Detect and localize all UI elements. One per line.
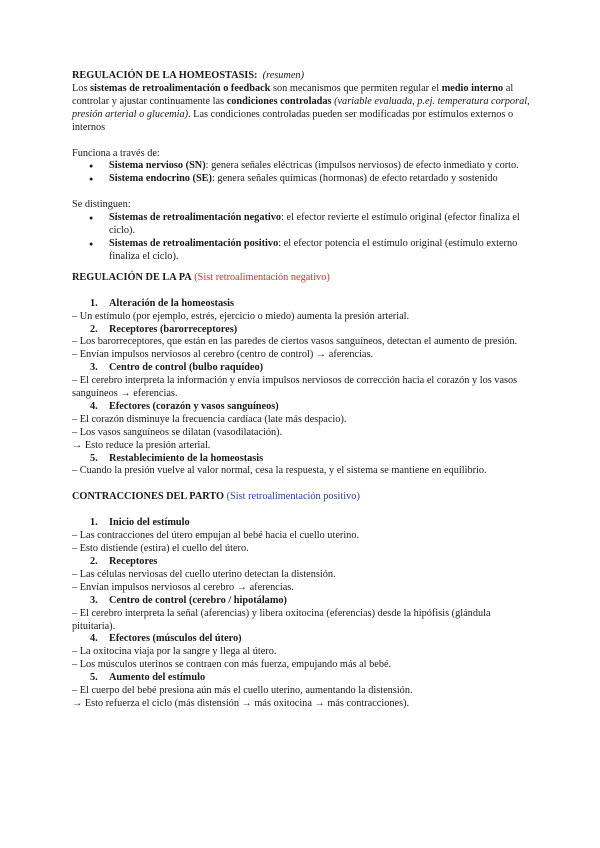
list-item-text: : genera señales eléctricas (impulsos nerviosos) de efecto inmediato y corto.: [205, 160, 519, 172]
parto-step-title: [72, 595, 532, 608]
distinguen-label: Se distinguen:: [72, 199, 131, 211]
step-number: 3.: [90, 594, 98, 606]
step-line: – Cuando la presión vuelve al valor normal, cesa la respuesta, y el sistema se mantiene en equilibrio.: [72, 465, 487, 477]
step-title: Centro de control (bulbo raquídeo): [109, 362, 264, 374]
funciona-label: Funciona a través de:: [72, 147, 160, 159]
homeostasis-title: REGULACIÓN DE LA HOMEOSTASIS:: [72, 70, 258, 81]
step-title: Centro de control (cerebro / hipotálamo): [109, 594, 287, 606]
step-title: Alteración de la homeostasis: [109, 297, 234, 309]
list-item: [72, 212, 532, 238]
step-title: Restablecimiento de la homeostasis: [109, 452, 264, 464]
pa-step-title: [72, 401, 532, 414]
step-number: 2.: [90, 323, 98, 335]
step-line: – Los músculos uterinos se contraen con más fuerza, empujando más al bebé.: [72, 659, 392, 671]
step-number: 4.: [90, 400, 98, 412]
step-number: 5.: [90, 672, 98, 684]
step-line: – Los barorreceptores, que están en las paredes de ciertos vasos sanguíneos, detectan el aumento de presión.: [72, 336, 518, 348]
step-line: → Esto refuerza el ciclo (más distensión → más oxitocina → más contracciones).: [72, 697, 410, 709]
step-title: Aumento del estímulo: [109, 672, 206, 684]
step-line: – El cerebro interpreta la información y envía impulsos nerviosos de corrección hacia el corazón y los vasos sanguíneos → eferencias.: [72, 375, 518, 400]
list-item: [72, 173, 532, 186]
step-number: 1.: [90, 517, 98, 529]
intro-text: al controlar y ajustar continuamente las: [72, 82, 514, 107]
intro-text: . Las condiciones controladas pueden ser modificadas por estímulos externos o internos: [72, 108, 514, 133]
list-item-text: : el efector revierte el estímulo original (efector finaliza el ciclo).: [109, 212, 520, 237]
step-number: 1.: [90, 297, 98, 309]
step-line: – El corazón disminuye la frecuencia cardíaca (late más despacio).: [72, 413, 347, 425]
step-title: Receptores: [109, 556, 158, 567]
list-item-text: : genera señales químicas (hormonas) de efecto retardado y sostenido: [211, 173, 498, 185]
step-line: – Esto distiende (estira) el cuello del útero.: [72, 543, 249, 555]
list-item: [72, 238, 532, 264]
homeostasis-intro: [72, 83, 532, 135]
step-title: Efectores (corazón y vasos sanguíneos): [109, 400, 279, 412]
pa-title: REGULACIÓN DE LA PA: [72, 271, 192, 283]
intro-text: son mecanismos que permiten regular el: [270, 82, 442, 94]
funciona-list: [72, 160, 532, 186]
step-title: Inicio del estímulo: [109, 517, 190, 529]
step-line: – El cerebro interpreta la señal (aferencias) y libera oxitocina (eferencias) desde la hipófisis (glándula pituitaria).: [72, 607, 491, 632]
step-line: – Las contracciones del útero empujan al bebé hacia el cuello uterino.: [72, 530, 360, 542]
step-number: 5.: [90, 452, 98, 464]
pa-step-title: [72, 324, 532, 337]
step-line: – El cuerpo del bebé presiona aún más el cuello uterino, aumentando la distensión.: [72, 685, 413, 697]
homeostasis-heading: [72, 70, 532, 83]
step-number: 3.: [90, 362, 98, 374]
intro-text: Los: [72, 82, 91, 94]
step-title: Efectores (músculos del útero): [109, 633, 242, 645]
list-item: [72, 160, 532, 173]
pa-step-title: [72, 453, 532, 466]
intro-bold: condiciones controladas: [226, 95, 332, 107]
step-number: 2.: [90, 556, 98, 567]
parto-title: CONTRACCIONES DEL PARTO: [72, 491, 225, 503]
parto-step-title: [72, 633, 532, 646]
document-page: [72, 70, 532, 711]
pa-step-title: [72, 362, 532, 375]
homeostasis-title-note: (resumen): [262, 70, 305, 81]
step-line: – Envían impulsos nerviosos al cerebro (centro de control) → aferencias.: [72, 349, 374, 361]
step-line: – Envían impulsos nerviosos al cerebro → aferencias.: [72, 581, 294, 593]
step-line: – La oxitocina viaja por la sangre y llega al útero.: [72, 646, 277, 658]
parto-subtitle: (Sist retroalimentación positivo): [226, 491, 360, 503]
step-number: 4.: [90, 633, 98, 645]
step-line: – Los vasos sanguíneos se dilatan (vasodilatación).: [72, 426, 283, 438]
parto-step-title: [72, 556, 532, 569]
intro-bold: medio interno: [441, 82, 504, 94]
list-item-text: : el efector potencia el estímulo original (estímulo externo finaliza el ciclo).: [109, 237, 518, 262]
intro-bold: sistemas de retroalimentación o feedback: [90, 82, 271, 94]
pa-heading: [72, 272, 532, 285]
parto-step-title: [72, 672, 532, 685]
parto-heading: [72, 491, 532, 504]
step-line: – Las células nerviosas del cuello uterino detectan la distensión.: [72, 568, 336, 580]
pa-step-title: [72, 298, 532, 311]
list-item-bold: Sistemas de retroalimentación positivo: [109, 237, 279, 249]
pa-subtitle: (Sist retroalimentación negativo): [194, 271, 330, 283]
intro-italic: (variable evaluada, p.ej. temperatura corporal, presión arterial o glucemia): [72, 95, 530, 120]
list-item-bold: Sistemas de retroalimentación negativo: [109, 212, 282, 224]
list-item-bold: Sistema nervioso (SN): [109, 160, 206, 172]
step-title: Receptores (barorreceptores): [109, 323, 238, 335]
step-line: → Esto reduce la presión arterial.: [72, 439, 211, 451]
list-item-bold: Sistema endocrino (SE): [109, 173, 212, 185]
distinguen-list: [72, 212, 532, 264]
parto-step-title: [72, 517, 532, 530]
step-line: – Un estímulo (por ejemplo, estrés, ejercicio o miedo) aumenta la presión arterial.: [72, 310, 410, 322]
